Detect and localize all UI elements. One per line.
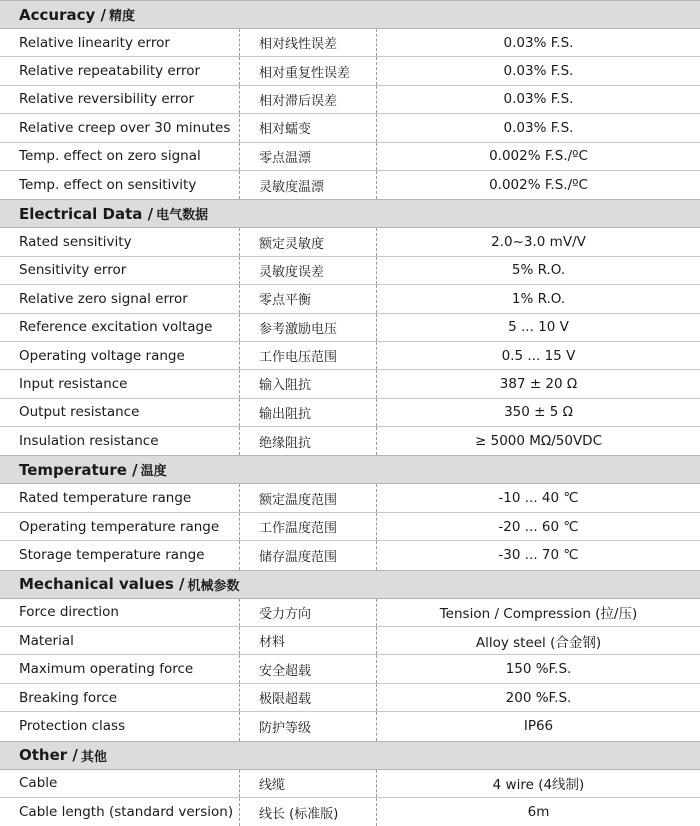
parameter-value: -30 ... 70 ℃ bbox=[498, 547, 579, 564]
parameter-name-cn: 极限超载 bbox=[240, 684, 377, 711]
parameter-name-cn: 相对重复性误差 bbox=[240, 57, 377, 84]
parameter-name-cn: 额定灵敏度 bbox=[240, 228, 377, 255]
section-title-separator: / bbox=[126, 460, 138, 479]
parameter-name-en: Maximum operating force bbox=[0, 655, 240, 682]
parameter-name-en: Protection class bbox=[0, 712, 240, 740]
table-row bbox=[0, 143, 700, 171]
table-row bbox=[0, 342, 700, 370]
section-title-separator: / bbox=[95, 5, 106, 24]
parameter-value: 4 wire (4线制) bbox=[492, 777, 585, 794]
table-row bbox=[0, 427, 700, 455]
parameter-value: 1% R.O. bbox=[511, 290, 566, 307]
parameter-name-en: Temp. effect on zero signal bbox=[0, 143, 240, 170]
parameter-value: -20 ... 60 ℃ bbox=[498, 518, 579, 535]
spec-section bbox=[0, 199, 700, 455]
parameter-name-cn: 工作温度范围 bbox=[240, 513, 377, 540]
parameter-value: Tension / Compression (拉/压) bbox=[439, 606, 638, 623]
table-row bbox=[0, 370, 700, 398]
table-row bbox=[0, 314, 700, 342]
parameter-name-en: Storage temperature range bbox=[0, 541, 240, 569]
parameter-name-cn: 线长 (标准版) bbox=[240, 798, 377, 826]
parameter-name-en: Rated temperature range bbox=[0, 484, 240, 511]
parameter-name-en: Relative creep over 30 minutes bbox=[0, 114, 240, 141]
parameter-name-cn: 相对蠕变 bbox=[240, 114, 377, 141]
parameter-name-cn: 线缆 bbox=[240, 770, 377, 797]
table-row bbox=[0, 399, 700, 427]
table-row bbox=[0, 29, 700, 57]
parameter-name-en: Sensitivity error bbox=[0, 257, 240, 284]
table-row bbox=[0, 171, 700, 199]
table-row bbox=[0, 599, 700, 627]
section-title-en: Accuracy bbox=[19, 5, 96, 24]
table-row bbox=[0, 655, 700, 683]
parameter-name-cn: 材料 bbox=[240, 627, 377, 654]
parameter-name-cn: 输出阻抗 bbox=[240, 399, 377, 426]
spec-section bbox=[0, 0, 700, 199]
section-title-cn: 机械参数 bbox=[187, 578, 240, 594]
table-row bbox=[0, 257, 700, 285]
parameter-name-en: Relative linearity error bbox=[0, 29, 240, 56]
section-header bbox=[0, 0, 700, 29]
parameter-name-en: Cable bbox=[0, 770, 240, 797]
parameter-value: 150 %F.S. bbox=[505, 661, 572, 678]
parameter-name-en: Material bbox=[0, 627, 240, 654]
parameter-name-en: Relative repeatability error bbox=[0, 57, 240, 84]
parameter-name-cn: 受力方向 bbox=[240, 599, 377, 626]
parameter-name-en: Rated sensitivity bbox=[0, 228, 240, 255]
parameter-name-cn: 参考激励电压 bbox=[240, 314, 377, 341]
parameter-value: 0.03% F.S. bbox=[503, 63, 574, 80]
spec-section bbox=[0, 455, 700, 569]
parameter-name-cn: 安全超载 bbox=[240, 655, 377, 682]
parameter-name-en: Operating temperature range bbox=[0, 513, 240, 540]
parameter-name-en: Force direction bbox=[0, 599, 240, 626]
parameter-name-cn: 零点平衡 bbox=[240, 285, 377, 312]
section-header bbox=[0, 741, 700, 770]
parameter-name-en: Cable length (standard version) bbox=[0, 798, 240, 826]
parameter-name-en: Insulation resistance bbox=[0, 427, 240, 455]
parameter-value: IP66 bbox=[523, 718, 554, 735]
parameter-name-en: Relative zero signal error bbox=[0, 285, 240, 312]
section-title-en: Electrical Data bbox=[19, 204, 143, 223]
parameter-value: 0.03% F.S. bbox=[503, 119, 574, 136]
parameter-name-cn: 储存温度范围 bbox=[240, 541, 377, 569]
parameter-name-cn: 输入阻抗 bbox=[240, 370, 377, 397]
parameter-name-en: Operating voltage range bbox=[0, 342, 240, 369]
parameter-name-cn: 灵敏度误差 bbox=[240, 257, 377, 284]
section-header bbox=[0, 455, 700, 484]
table-row bbox=[0, 712, 700, 740]
table-row bbox=[0, 114, 700, 142]
section-title-cn: 电气数据 bbox=[156, 208, 209, 224]
table-row bbox=[0, 684, 700, 712]
parameter-name-en: Breaking force bbox=[0, 684, 240, 711]
section-title-cn: 其他 bbox=[80, 749, 107, 765]
section-title-en: Temperature bbox=[19, 460, 127, 479]
section-title-cn: 温度 bbox=[140, 464, 167, 480]
parameter-value: 0.002% F.S./ºC bbox=[489, 177, 588, 194]
parameter-name-cn: 灵敏度温漂 bbox=[240, 171, 377, 199]
parameter-value: Alloy steel (合金钢) bbox=[475, 634, 602, 651]
parameter-value: 0.03% F.S. bbox=[503, 34, 574, 51]
parameter-value: 6m bbox=[527, 804, 550, 821]
parameter-value: 0.03% F.S. bbox=[503, 91, 574, 108]
table-row bbox=[0, 541, 700, 569]
parameter-name-en: Relative reversibility error bbox=[0, 86, 240, 113]
section-title-en: Mechanical values bbox=[19, 575, 174, 594]
section-title-separator: / bbox=[173, 575, 185, 594]
section-title-en: Other bbox=[19, 746, 68, 765]
table-row bbox=[0, 627, 700, 655]
parameter-value: 5 ... 10 V bbox=[508, 319, 569, 336]
parameter-name-cn: 相对线性误差 bbox=[240, 29, 377, 56]
table-row bbox=[0, 228, 700, 256]
parameter-value: 0.5 ... 15 V bbox=[501, 347, 576, 364]
parameter-name-en: Output resistance bbox=[0, 399, 240, 426]
parameter-value: ≥ 5000 MΩ/50VDC bbox=[475, 433, 602, 450]
table-row bbox=[0, 513, 700, 541]
section-header bbox=[0, 199, 700, 228]
section-header bbox=[0, 570, 700, 599]
parameter-name-cn: 防护等级 bbox=[240, 712, 377, 740]
table-row bbox=[0, 57, 700, 85]
spec-section bbox=[0, 570, 700, 741]
section-title-cn: 精度 bbox=[108, 9, 135, 24]
parameter-name-cn: 绝缘阻抗 bbox=[240, 427, 377, 455]
parameter-value: 0.002% F.S./ºC bbox=[489, 148, 588, 165]
table-row bbox=[0, 484, 700, 512]
section-title-separator: / bbox=[142, 204, 154, 223]
parameter-name-en: Reference excitation voltage bbox=[0, 314, 240, 341]
parameter-value: 350 ± 5 Ω bbox=[504, 404, 573, 421]
table-row bbox=[0, 285, 700, 313]
table-row bbox=[0, 770, 700, 798]
table-row bbox=[0, 798, 700, 826]
parameter-name-cn: 额定温度范围 bbox=[240, 484, 377, 511]
parameter-name-en: Input resistance bbox=[0, 370, 240, 397]
parameter-value: -10 ... 40 ℃ bbox=[498, 490, 579, 507]
table-row bbox=[0, 86, 700, 114]
parameter-value: 2.0~3.0 mV/V bbox=[491, 234, 586, 251]
parameter-name-cn: 相对滞后误差 bbox=[240, 86, 377, 113]
parameter-name-en: Temp. effect on sensitivity bbox=[0, 171, 240, 199]
parameter-name-cn: 零点温漂 bbox=[240, 143, 377, 170]
section-title-separator: / bbox=[67, 746, 78, 765]
parameter-value: 387 ± 20 Ω bbox=[499, 375, 578, 392]
parameter-value: 200 %F.S. bbox=[505, 689, 572, 706]
parameter-name-cn: 工作电压范围 bbox=[240, 342, 377, 369]
parameter-value: 5% R.O. bbox=[511, 262, 566, 279]
spec-section bbox=[0, 741, 700, 826]
